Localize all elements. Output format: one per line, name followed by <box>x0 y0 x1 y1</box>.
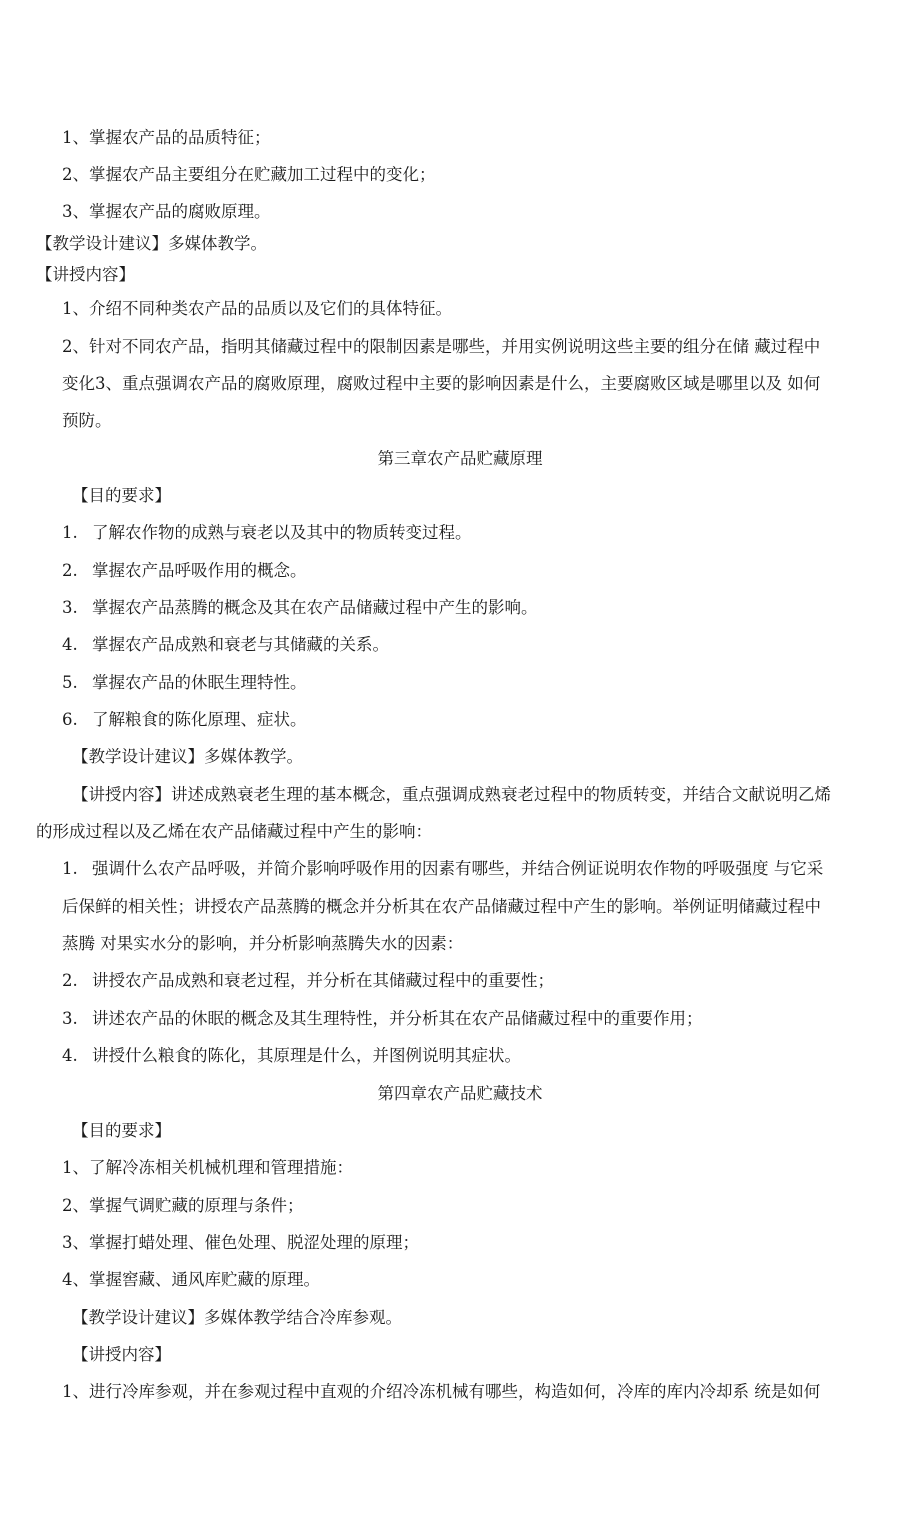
ch4-objective-2: 2、掌握气调贮藏的原理与条件； <box>62 1196 304 1215</box>
ch4-objectives-heading: 【目的要求】 <box>72 1121 171 1140</box>
chapter3-title: 第三章农产品贮藏原理 <box>377 449 543 468</box>
ch3-content-1-line2: 后保鲜的相关性；讲授农产品蒸腾的概念并分析其在农产品储藏过程中产生的影响。举例证明储藏过程中 <box>62 897 821 916</box>
ch4-content-heading: 【讲授内容】 <box>72 1345 171 1364</box>
ch3-objective-5: 5. 掌握农产品的休眠生理特性。 <box>62 673 307 692</box>
sec2-objective-3: 3、掌握农产品的腐败原理。 <box>62 202 271 221</box>
ch3-objective-3: 3. 掌握农产品蒸腾的概念及其在农产品储藏过程中产生的影响。 <box>62 598 538 617</box>
ch4-objective-4: 4、掌握窖藏、通风库贮藏的原理。 <box>62 1270 320 1289</box>
sec2-content-3: 变化3、重点强调农产品的腐败原理，腐败过程中主要的影响因素是什么，主要腐败区域是哪里以及 如何 <box>62 374 821 393</box>
sec2-content-2: 2、针对不同农产品，指明其储藏过程中的限制因素是哪些，并用实例说明这些主要的组分在储 藏过程中 <box>62 337 821 356</box>
sec2-content-4: 预防。 <box>62 411 112 430</box>
sec2-content-heading: 【讲授内容】 <box>36 265 135 284</box>
ch3-suggestion: 【教学设计建议】多媒体教学。 <box>72 747 303 766</box>
ch3-content-intro-1: 【讲授内容】讲述成熟衰老生理的基本概念，重点强调成熟衰老过程中的物质转变，并结合文献说明乙烯 <box>72 785 831 804</box>
ch3-objective-2: 2. 掌握农产品呼吸作用的概念。 <box>62 561 307 580</box>
ch4-objective-3: 3、掌握打蜡处理、催色处理、脱涩处理的原理； <box>62 1233 419 1252</box>
ch4-suggestion: 【教学设计建议】多媒体教学结合冷库参观。 <box>72 1308 402 1327</box>
ch4-objective-1: 1、了解冷冻相关机械机理和管理措施： <box>62 1158 353 1177</box>
ch3-objective-4: 4. 掌握农产品成熟和衰老与其储藏的关系。 <box>62 635 389 654</box>
ch4-content-1: 1、进行冷库参观，并在参观过程中直观的介绍冷冻机械有哪些，构造如何，冷库的库内冷却系 统是如何 <box>62 1382 821 1401</box>
ch3-objective-6: 6. 了解粮食的陈化原理、症状。 <box>62 710 307 729</box>
sec2-content-1: 1、介绍不同种类农产品的品质以及它们的具体特征。 <box>62 299 452 318</box>
ch3-content-2: 2. 讲授农产品成熟和衰老过程，并分析在其储藏过程中的重要性； <box>62 971 554 990</box>
chapter4-title: 第四章农产品贮藏技术 <box>377 1084 543 1103</box>
ch3-objectives-heading: 【目的要求】 <box>72 486 171 505</box>
ch3-content-4: 4. 讲授什么粮食的陈化，其原理是什么，并图例说明其症状。 <box>62 1046 521 1065</box>
sec2-suggestion: 【教学设计建议】多媒体教学。 <box>36 234 267 253</box>
ch3-content-3: 3. 讲述农产品的休眠的概念及其生理特性，并分析其在农产品储藏过程中的重要作用； <box>62 1009 703 1028</box>
ch3-content-intro-2: 的形成过程以及乙烯在农产品储藏过程中产生的影响： <box>36 822 432 841</box>
sec2-objective-2: 2、掌握农产品主要组分在贮藏加工过程中的变化； <box>62 165 436 184</box>
ch3-content-1-line1: 1. 强调什么农产品呼吸，并简介影响呼吸作用的因素有哪些，并结合例证说明农作物的呼吸强度 与它采 <box>62 859 824 878</box>
ch3-content-1-line3: 蒸腾 对果实水分的影响，并分析影响蒸腾失水的因素： <box>62 934 464 953</box>
ch3-objective-1: 1. 了解农作物的成熟与衰老以及其中的物质转变过程。 <box>62 523 472 542</box>
sec2-objective-1: 1、掌握农产品的品质特征； <box>62 128 271 147</box>
